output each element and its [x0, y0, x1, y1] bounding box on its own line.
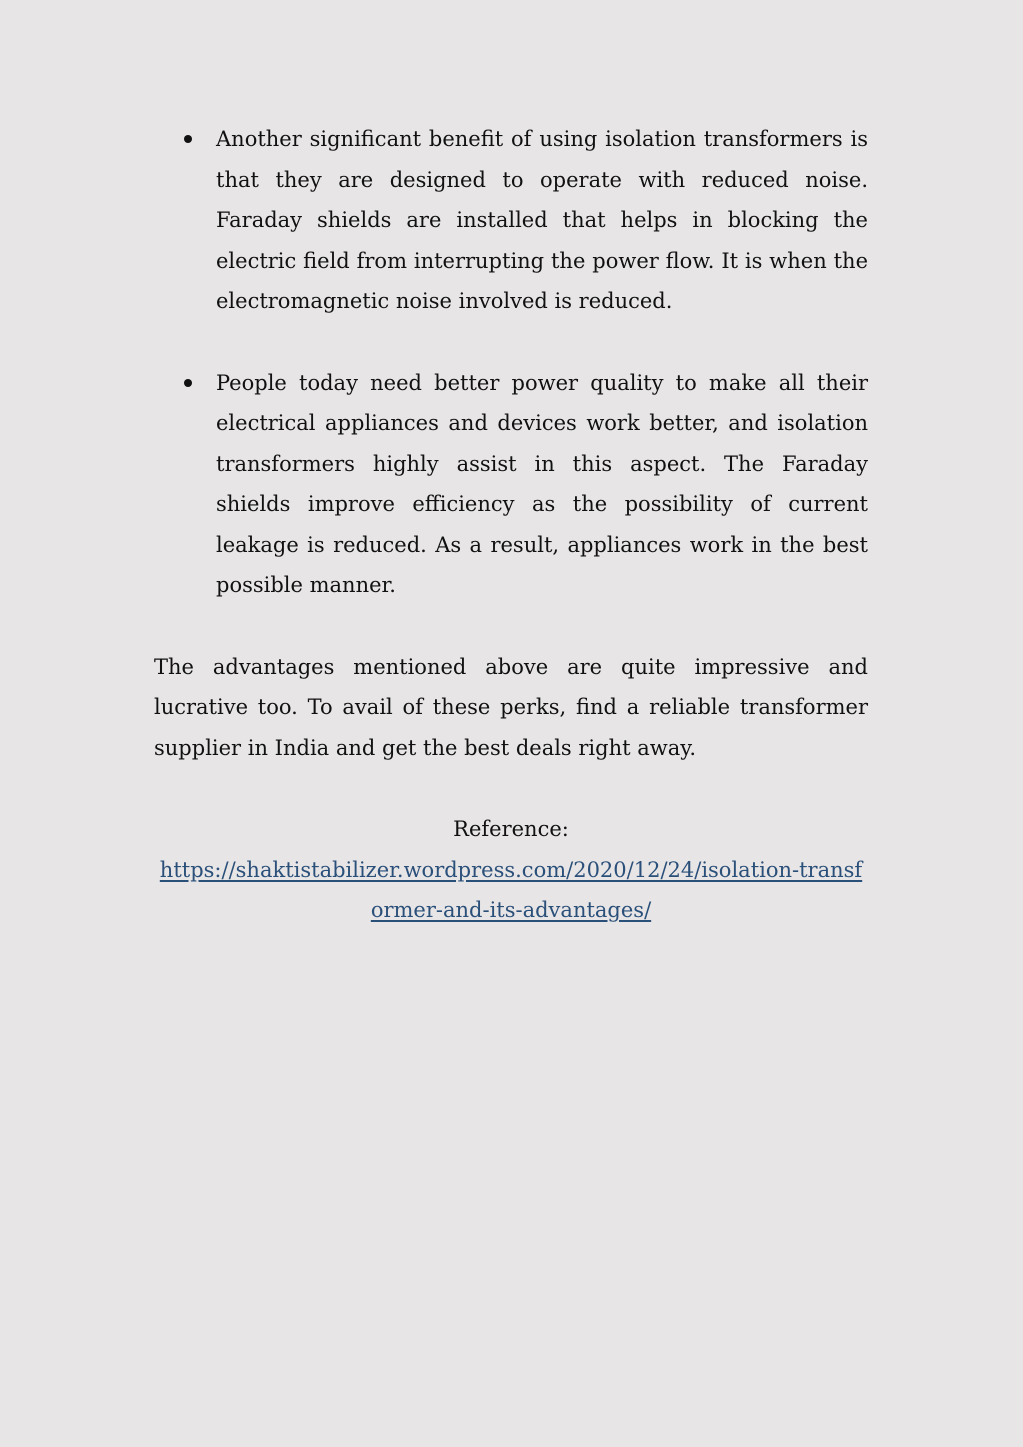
conclusion-paragraph: The advantages mentioned above are quite impressive and lucrative too. To avail of these perks, find a reliable transformer supplier in India and get the best deals right away.: [154, 654, 868, 760]
reference-section: [154, 809, 868, 931]
bullet-icon: [184, 135, 192, 143]
bullet-icon: [184, 379, 192, 387]
list-item-text: Another significant benefit of using isolation transformers is that they are designed to operate with reduced noise. Faraday shields are installed that helps in blocking the electric field from interrupting the power flow. It is when the electromagnetic noise involved is reduced.: [216, 127, 868, 313]
benefits-list: [154, 119, 868, 606]
reference-link[interactable]: https://shaktistabilizer.wordpress.com/2020/12/24/isolation-transformer-and-its-advantages/: [159, 857, 863, 922]
document-page: [154, 119, 868, 931]
list-item-text: People today need better power quality to make all their electrical appliances and devices work better, and isolation transformers highly assist in this aspect. The Faraday shields improve efficiency as the possibility of current leakage is reduced. As a result, appliances work in the best possible manner.: [216, 370, 868, 597]
list-item: [154, 363, 868, 606]
list-item: [154, 119, 868, 322]
reference-label: Reference:: [453, 817, 569, 841]
